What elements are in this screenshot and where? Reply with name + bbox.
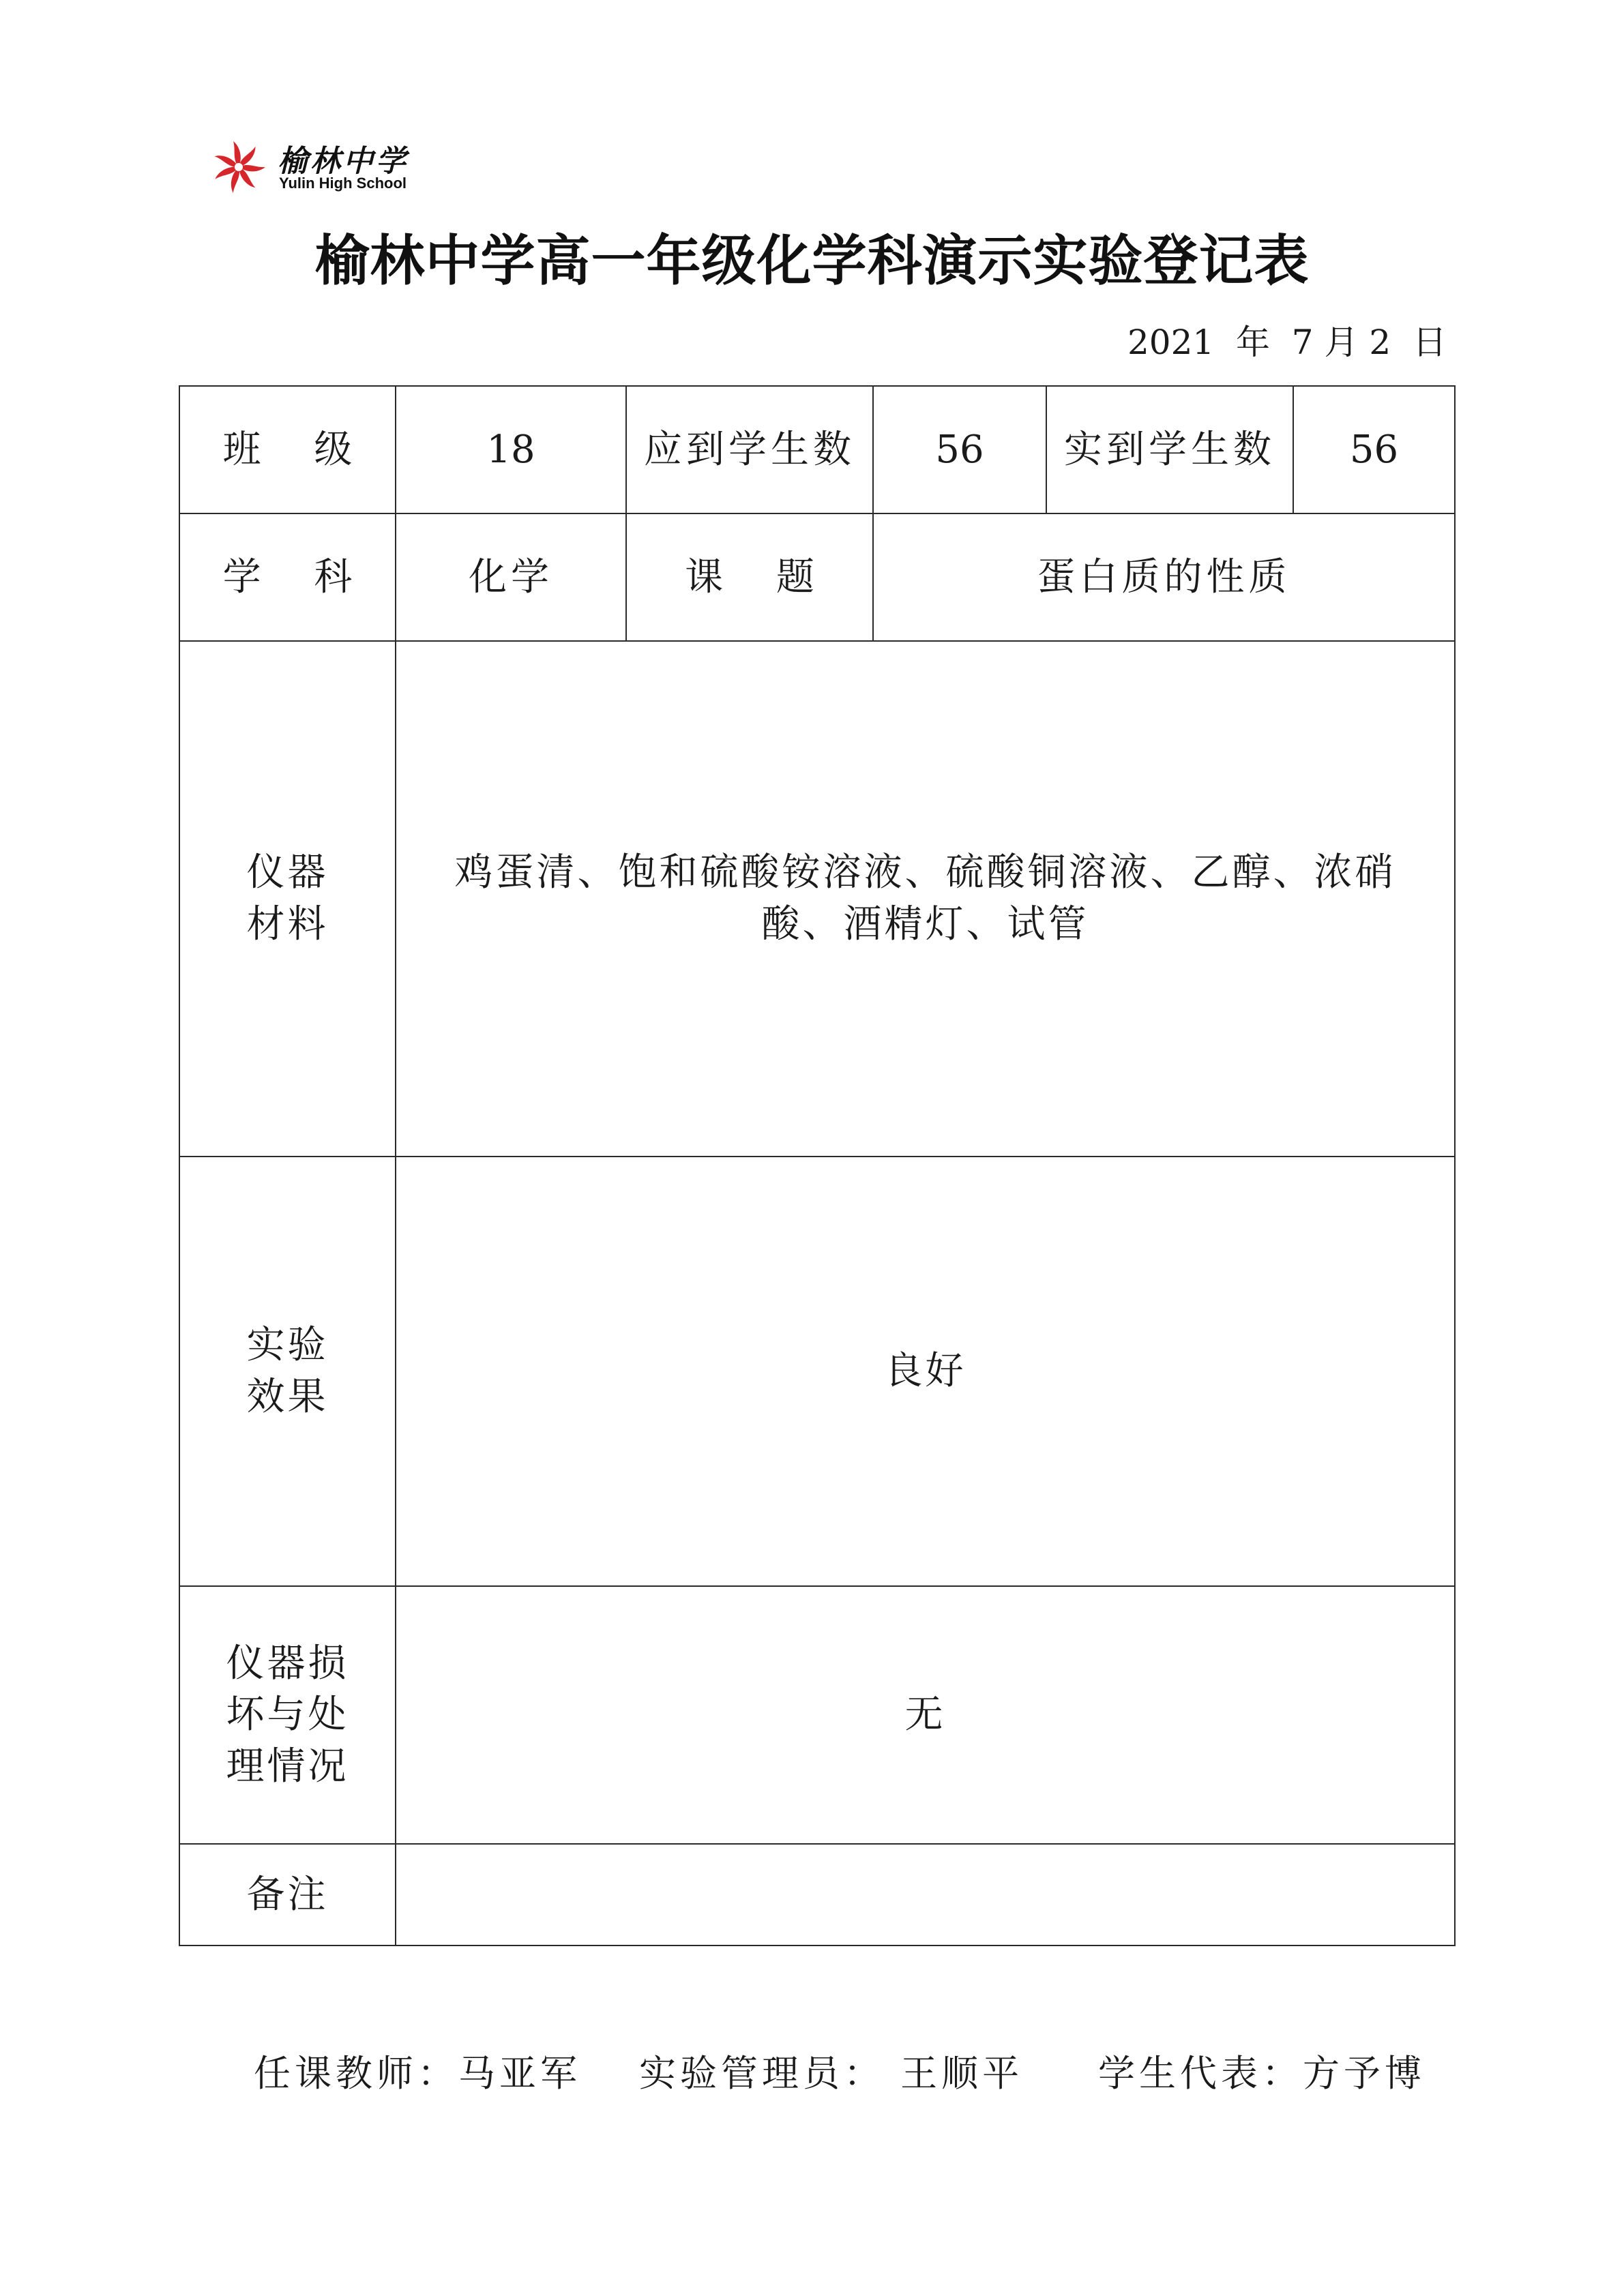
pinwheel-logo-icon — [208, 136, 269, 198]
student-rep-signature: 学生代表：方予博 — [1098, 2052, 1426, 2095]
logo-chinese-name: 榆林中学 — [278, 144, 409, 179]
actual-students-label: 实到学生数 — [1046, 386, 1293, 513]
expected-students-value: 56 — [873, 386, 1046, 513]
table-row-damage — [179, 1586, 1455, 1844]
table-row-materials — [179, 641, 1455, 1157]
school-logo — [208, 136, 433, 198]
form-date: 2021 年 7 月 2 日 — [1127, 323, 1447, 362]
expected-students-label: 应到学生数 — [626, 386, 873, 513]
subject-value: 化学 — [396, 513, 626, 641]
class-value: 18 — [396, 386, 626, 513]
table-row-remarks — [179, 1844, 1455, 1945]
table-row-class — [179, 386, 1455, 513]
class-label: 班 级 — [179, 386, 396, 513]
registration-table — [179, 385, 1456, 1946]
topic-value: 蛋白质的性质 — [873, 513, 1455, 641]
lab-admin-signature: 实验管理员： 王顺平 — [639, 2052, 1024, 2095]
table-row-effect — [179, 1157, 1455, 1586]
damage-content: 无 — [396, 1586, 1455, 1844]
damage-label: 仪器损 坏与处 理情况 — [179, 1586, 396, 1844]
teacher-signature: 任课教师：马亚军 — [254, 2052, 581, 2095]
page-title: 榆林中学高一年级化学科演示实验登记表 — [314, 229, 1310, 293]
actual-students-value: 56 — [1293, 386, 1455, 513]
materials-label: 仪器 材料 — [179, 641, 396, 1157]
materials-content: 鸡蛋清、饱和硫酸铵溶液、硫酸铜溶液、乙醇、浓硝 酸、酒精灯、试管 — [396, 641, 1455, 1157]
logo-english-name: Yulin High School — [279, 175, 407, 192]
effect-label: 实验 效果 — [179, 1157, 396, 1586]
table-row-subject — [179, 513, 1455, 641]
remarks-content — [396, 1844, 1455, 1945]
effect-content: 良好 — [396, 1157, 1455, 1586]
subject-label: 学 科 — [179, 513, 396, 641]
topic-label: 课 题 — [626, 513, 873, 641]
remarks-label: 备注 — [179, 1844, 396, 1945]
